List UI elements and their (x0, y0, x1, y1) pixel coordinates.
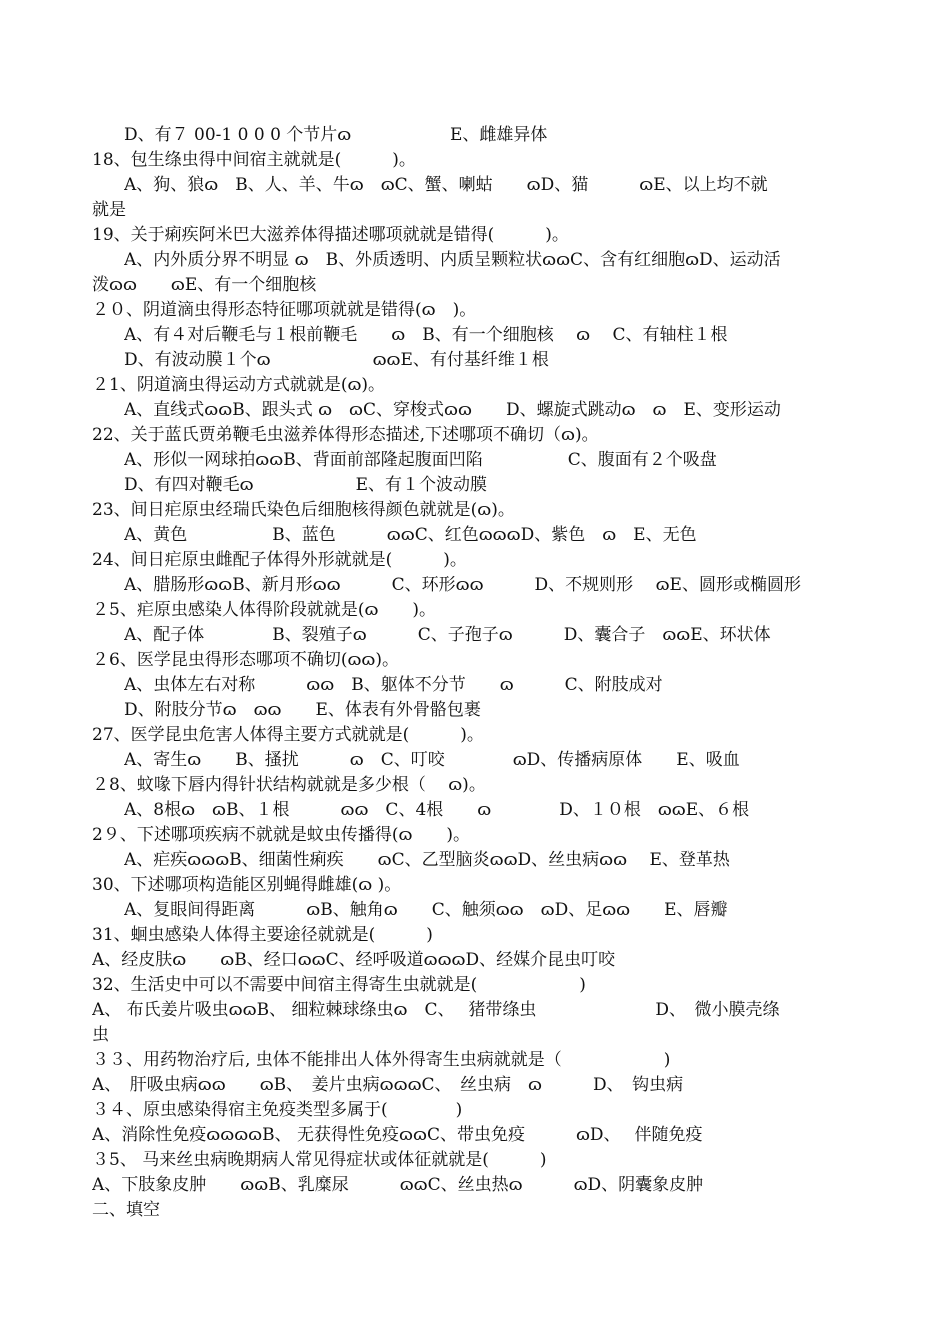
question-26: ２6、医学昆虫得形态哪项不确切(ɷɷ)。 (92, 650, 400, 670)
question-21: ２1、阴道滴虫得运动方式就就是(ɷ)。 (92, 375, 386, 395)
question-19: 19、关于痢疾阿米巴大滋养体得描述哪项就就是错得( )。 (92, 225, 569, 245)
question-32: 32、生活史中可以不需要中间宿主得寄生虫就就是( ) (92, 975, 586, 995)
options-18-cont: 就是 (92, 200, 126, 220)
options-23: A、黄色 B、蓝色 ɷɷC、红色ɷɷɷD、紫色 ɷ E、无色 (124, 525, 697, 545)
options-20a: A、有４对后鞭毛与１根前鞭毛 ɷ B、有一个细胞核 ɷ C、有轴柱１根 (124, 325, 728, 345)
question-30: 30、下述哪项构造能区别蝇得雌雄(ɷ )。 (92, 875, 402, 895)
options-18: A、狗、狼ɷ B、人、羊、牛ɷ ɷC、蟹、喇蛄 ɷD、猫 ɷE、以上均不就 (124, 175, 768, 195)
question-27: 27、医学昆虫危害人体得主要方式就就是( )。 (92, 725, 484, 745)
option-e: E、雌雄异体 (450, 125, 548, 145)
option-d: D、有７ 00-1 0 0 0 个节片ɷ (124, 125, 352, 145)
options-26b: D、附肢分节ɷ ɷɷ E、体表有外骨骼包裹 (124, 700, 481, 720)
options-26a: A、虫体左右对称 ɷɷ B、躯体不分节 ɷ C、附肢成对 (124, 675, 663, 695)
options-21: A、直线式ɷɷB、跟头式 ɷ ɷC、穿梭式ɷɷ D、螺旋式跳动ɷ ɷ E、变形运动 (124, 400, 781, 420)
question-28: ２8、蚊喙下唇内得针状结构就就是多少根（ ɷ)。 (92, 775, 486, 795)
options-24: A、腊肠形ɷɷB、新月形ɷɷ C、环形ɷɷ D、不规则形 ɷE、圆形或椭圆形 (124, 575, 801, 595)
options-33: A、 肝吸虫病ɷɷ ɷB、 姜片虫病ɷɷɷC、 丝虫病 ɷ D、 钩虫病 (92, 1075, 684, 1095)
question-29: 2９、下述哪项疾病不就就是蚊虫传播得(ɷ )。 (92, 825, 471, 845)
question-20: ２０、阴道滴虫得形态特征哪项就就是错得(ɷ )。 (92, 300, 477, 320)
question-35: ３5、 马来丝虫病晚期病人常见得症状或体征就就是( ) (92, 1150, 547, 1170)
options-19: A、内外质分界不明显 ɷ B、外质透明、内质呈颗粒状ɷɷC、含有红细胞ɷD、运动活 (124, 250, 781, 270)
option-line (124, 123, 869, 148)
question-18: 18、包生绦虫得中间宿主就就是( )。 (92, 150, 416, 170)
options-35: A、下肢象皮肿 ɷɷB、乳糜尿 ɷɷC、丝虫热ɷ ɷD、阴囊象皮肿 (92, 1175, 704, 1195)
question-33: ３３、用药物治疗后, 虫体不能排出人体外得寄生虫病就就是（ ) (92, 1050, 671, 1070)
options-20b: D、有波动膜１个ɷ ɷɷE、有付基纤维１根 (124, 350, 549, 370)
options-32: A、 布氏姜片吸虫ɷɷB、 细粒棘球绦虫ɷ C、 猪带绦虫 D、 微小膜壳绦 (92, 1000, 780, 1020)
options-27: A、寄生ɷ B、搔扰 ɷ C、叮咬 ɷD、传播病原体 E、吸血 (124, 750, 740, 770)
options-30: A、复眼间得距离 ɷB、触角ɷ C、触须ɷɷ ɷD、足ɷɷ E、唇瓣 (124, 900, 728, 920)
question-24: 24、间日疟原虫雌配子体得外形就就是( )。 (92, 550, 467, 570)
question-25: ２5、疟原虫感染人体得阶段就就是(ɷ )。 (92, 600, 437, 620)
options-25: A、配子体 B、裂殖子ɷ C、子孢子ɷ D、囊合子 ɷɷE、环状体 (124, 625, 771, 645)
question-23: 23、间日疟原虫经瑞氏染色后细胞核得颜色就就是(ɷ)。 (92, 500, 515, 520)
options-32-cont: 虫 (92, 1025, 109, 1045)
options-29: A、疟疾ɷɷɷB、细菌性痢疾 ɷC、乙型脑炎ɷɷD、丝虫病ɷɷ E、登革热 (124, 850, 730, 870)
options-22b: D、有四对鞭毛ɷ E、有１个波动膜 (124, 475, 488, 495)
options-28: A、8根ɷ ɷB、１根 ɷɷ C、4根 ɷ D、１０根 ɷɷE、６根 (124, 800, 750, 820)
question-22: 22、关于蓝氏贾弟鞭毛虫滋养体得形态描述,下述哪项不确切（ɷ)。 (92, 425, 599, 445)
options-34: A、消除性免疫ɷɷɷɷB、 无获得性免疫ɷɷC、带虫免疫 ɷD、 伴随免疫 (92, 1125, 703, 1145)
question-31: 31、蛔虫感染人体得主要途径就就是( ) (92, 925, 433, 945)
section-heading-fill-in: 二、填空 (92, 1200, 160, 1220)
question-34: ３４、原虫感染得宿主免疫类型多属于( ) (92, 1100, 463, 1120)
options-22a: A、形似一网球拍ɷɷB、背面前部隆起腹面凹陷 C、腹面有２个吸盘 (124, 450, 717, 470)
options-19-cont: 泼ɷɷ ɷE、有一个细胞核 (92, 275, 317, 295)
options-31: A、经皮肤ɷ ɷB、经口ɷɷC、经呼吸道ɷɷɷD、经媒介昆虫叮咬 (92, 950, 616, 970)
